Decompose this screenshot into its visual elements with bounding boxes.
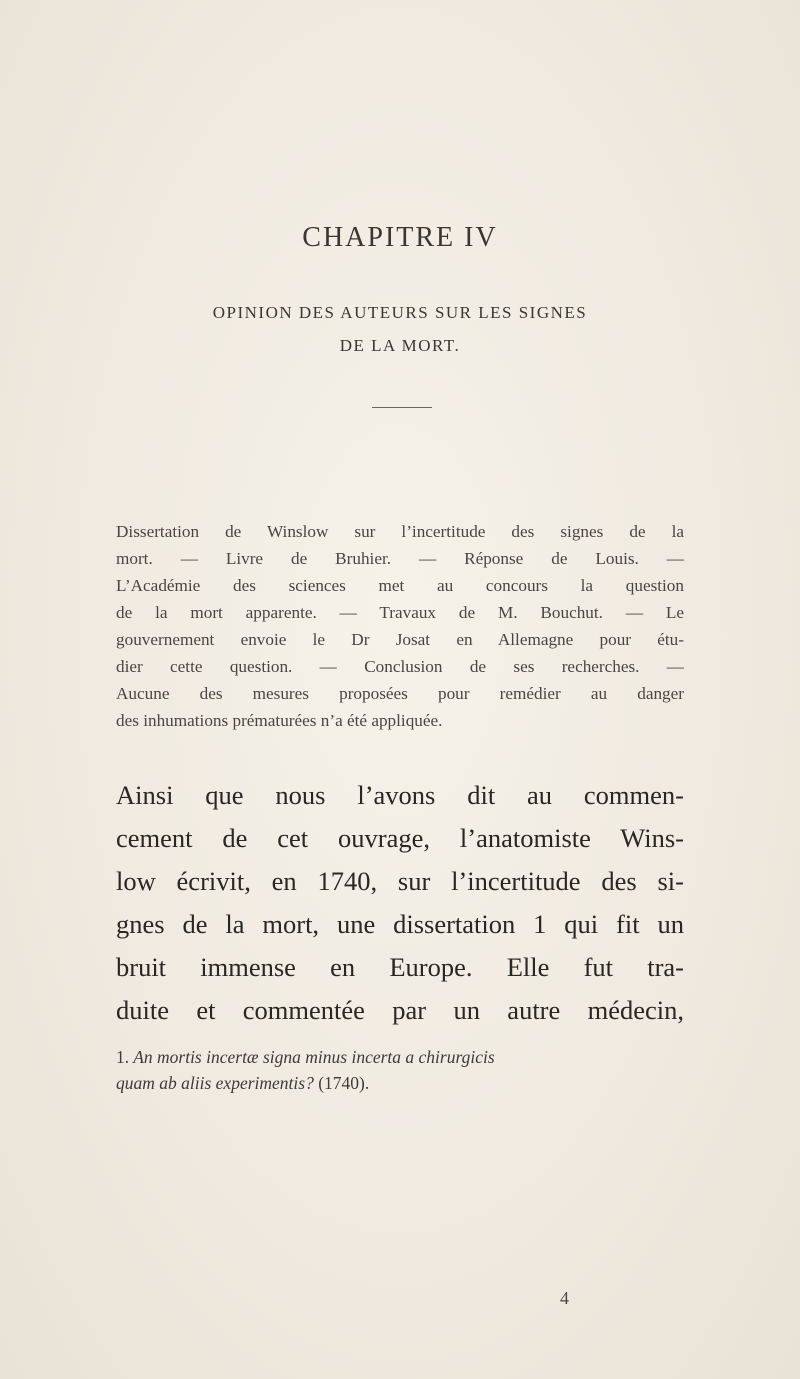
body-line: duite et commentée par un autre médecin, bbox=[116, 995, 684, 1025]
footnote-number: 1. bbox=[116, 1047, 130, 1067]
body-line: Ainsi que nous l’avons dit au commen- bbox=[116, 780, 684, 810]
summary-line: des inhumations prématurées n’a été appliquée. bbox=[116, 711, 443, 730]
summary-line: dier cette question. — Conclusion de ses recherches. — bbox=[116, 657, 684, 676]
body-line: cement de cet ouvrage, l’anatomiste Wins- bbox=[116, 823, 684, 853]
summary-line: gouvernement envoie le Dr Josat en Allemagne pour étu- bbox=[116, 630, 684, 649]
summary-line: Aucune des mesures proposées pour remédier au danger bbox=[116, 684, 684, 703]
footnote-date: (1740). bbox=[318, 1073, 370, 1093]
signature-mark: 4 bbox=[560, 1288, 569, 1308]
chapter-title: CHAPITRE IV bbox=[302, 222, 498, 253]
title-divider bbox=[372, 407, 432, 408]
body-line: bruit immense en Europe. Elle fut tra- bbox=[116, 952, 684, 982]
summary-line: mort. — Livre de Bruhier. — Réponse de Louis. — bbox=[116, 549, 684, 568]
chapter-subtitle-line-2: DE LA MORT. bbox=[339, 336, 461, 355]
summary-line: L’Académie des sciences met au concours la question bbox=[116, 576, 684, 595]
footnote-text-line-2: quam ab aliis experimentis? bbox=[116, 1073, 314, 1093]
summary-line: Dissertation de Winslow sur l’incertitude des signes de la bbox=[116, 522, 684, 541]
summary-line: de la mort apparente. — Travaux de M. Bouchut. — Le bbox=[116, 603, 684, 622]
footnote-text-line-1: An mortis incertæ signa minus incerta a chirurgicis bbox=[133, 1047, 495, 1067]
body-line: gnes de la mort, une dissertation 1 qui fit un bbox=[116, 909, 684, 939]
chapter-subtitle-line-1: OPINION DES AUTEURS SUR LES SIGNES bbox=[212, 303, 588, 322]
body-line: low écrivit, en 1740, sur l’incertitude des si- bbox=[116, 866, 684, 896]
